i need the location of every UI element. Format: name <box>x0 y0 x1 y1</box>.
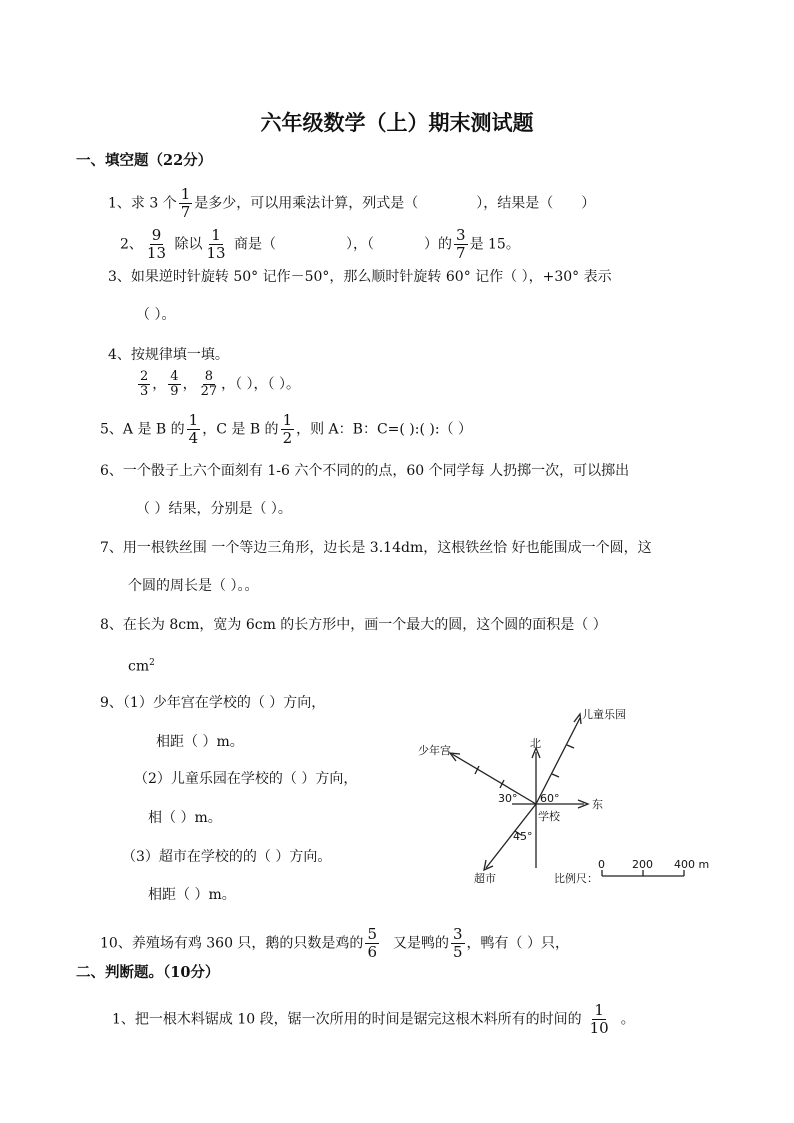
question-9-part-2: （2）儿童乐园在学校的（ ）方向， <box>134 771 358 787</box>
page-title: 六年级数学（上）期末测试题 <box>260 110 534 135</box>
judge-question-1: 1、把一根木料锯成 10 段，锯一次所用的时间是锯完这根木料所有的时间的 $\frac{1}{10}$ 。 <box>112 1001 635 1037</box>
label-youth-palace: 少年宫 <box>418 744 451 757</box>
question-10: 10、养殖场有鸡 360 只，鹅的只数是鸡的 $\frac{5}{6}$ 又是鸭的 $\frac{3}{5}$ ，鸭有（ ）只， <box>100 925 569 961</box>
scale-0: 0 <box>598 858 605 871</box>
section-2-heading: 二、判断题。（10分） <box>76 964 220 981</box>
label-north: 北 <box>530 737 541 750</box>
label-angle-30: 30° <box>498 792 518 805</box>
question-6-line-1: 6、一个骰子上六个面刻有 1-6 六个不同的的点，60 个同学每 人扔掷一次，可以掷出 <box>100 463 630 479</box>
scale-label: 比例尺： <box>554 872 598 885</box>
scale-200: 200 <box>632 858 653 871</box>
question-9-part-3: （3）超市在学校的的（ ）方向。 <box>122 849 332 865</box>
fraction: $\frac{1}{7}$ <box>180 185 191 221</box>
question-2: 2、 $\frac{9}{13}$ 除以 $\frac{1}{13}$ 商是（ ），（ ）的 $\frac{3}{7}$ 是 15。 <box>120 226 520 262</box>
youth-palace-arrow-icon <box>450 753 460 761</box>
question-7-line-1: 7、用一根铁丝围 一个等边三角形，边长是 3.14dm，这根铁丝恰 好也能围成一个圆，这 <box>100 540 652 556</box>
question-3-line-1: 3、如果逆时针旋转 50° 记作－50°，那么顺时针旋转 60° 记作（ ），+30° 表示 <box>108 269 612 285</box>
label-angle-60: 60° <box>540 792 560 805</box>
question-7-line-2: 个圆的周长是（ ）。。 <box>128 578 259 594</box>
question-4-sequence: $\frac{2}{3}$ ， $\frac{4}{9}$ ， $\frac{8}{27}$ ，（ ），（ ）。 <box>140 369 301 399</box>
line-youth-palace <box>452 754 536 804</box>
label-school: 学校 <box>538 810 560 823</box>
question-3-line-2: （ ）。 <box>136 307 176 323</box>
question-8-unit: $cm^2$ <box>128 658 155 675</box>
question-8-line-1: 8、在长为 8cm，宽为 6cm 的长方形中，画一个最大的圆，这个圆的面积是（ ） <box>100 617 607 633</box>
label-angle-45: 45° <box>513 830 533 843</box>
scale-400: 400 m <box>674 858 710 871</box>
question-9-part-1: 9、（1）少年宫在学校的（ ）方向， <box>100 695 326 711</box>
question-9-part-2-distance: 相（ ）m。 <box>148 810 222 826</box>
label-park: 儿童乐园 <box>582 708 626 721</box>
label-east: 东 <box>592 798 603 811</box>
question-9-part-1-distance: 相距（ ）m。 <box>156 734 244 750</box>
question-5: 5、A 是 B 的 $\frac{1}{4}$ ，C 是 B 的 $\frac{1}{2}$ ，则 A：B：C=( ):( ):（ ） <box>100 411 473 447</box>
label-market: 超市 <box>474 872 496 885</box>
question-6-line-2: （ ）结果，分别是（ ）。 <box>136 501 292 517</box>
question-4-label: 4、按规律填一填。 <box>108 347 229 363</box>
question-9-part-3-distance: 相距（ ）m。 <box>148 887 236 903</box>
direction-map <box>412 700 712 890</box>
section-1-heading: 一、填空题（22分） <box>76 152 213 169</box>
question-1: 1、求 3 个 $\frac{1}{7}$ 是多少，可以用乘法计算，列式是（ ），结果是（ ） <box>108 185 596 221</box>
